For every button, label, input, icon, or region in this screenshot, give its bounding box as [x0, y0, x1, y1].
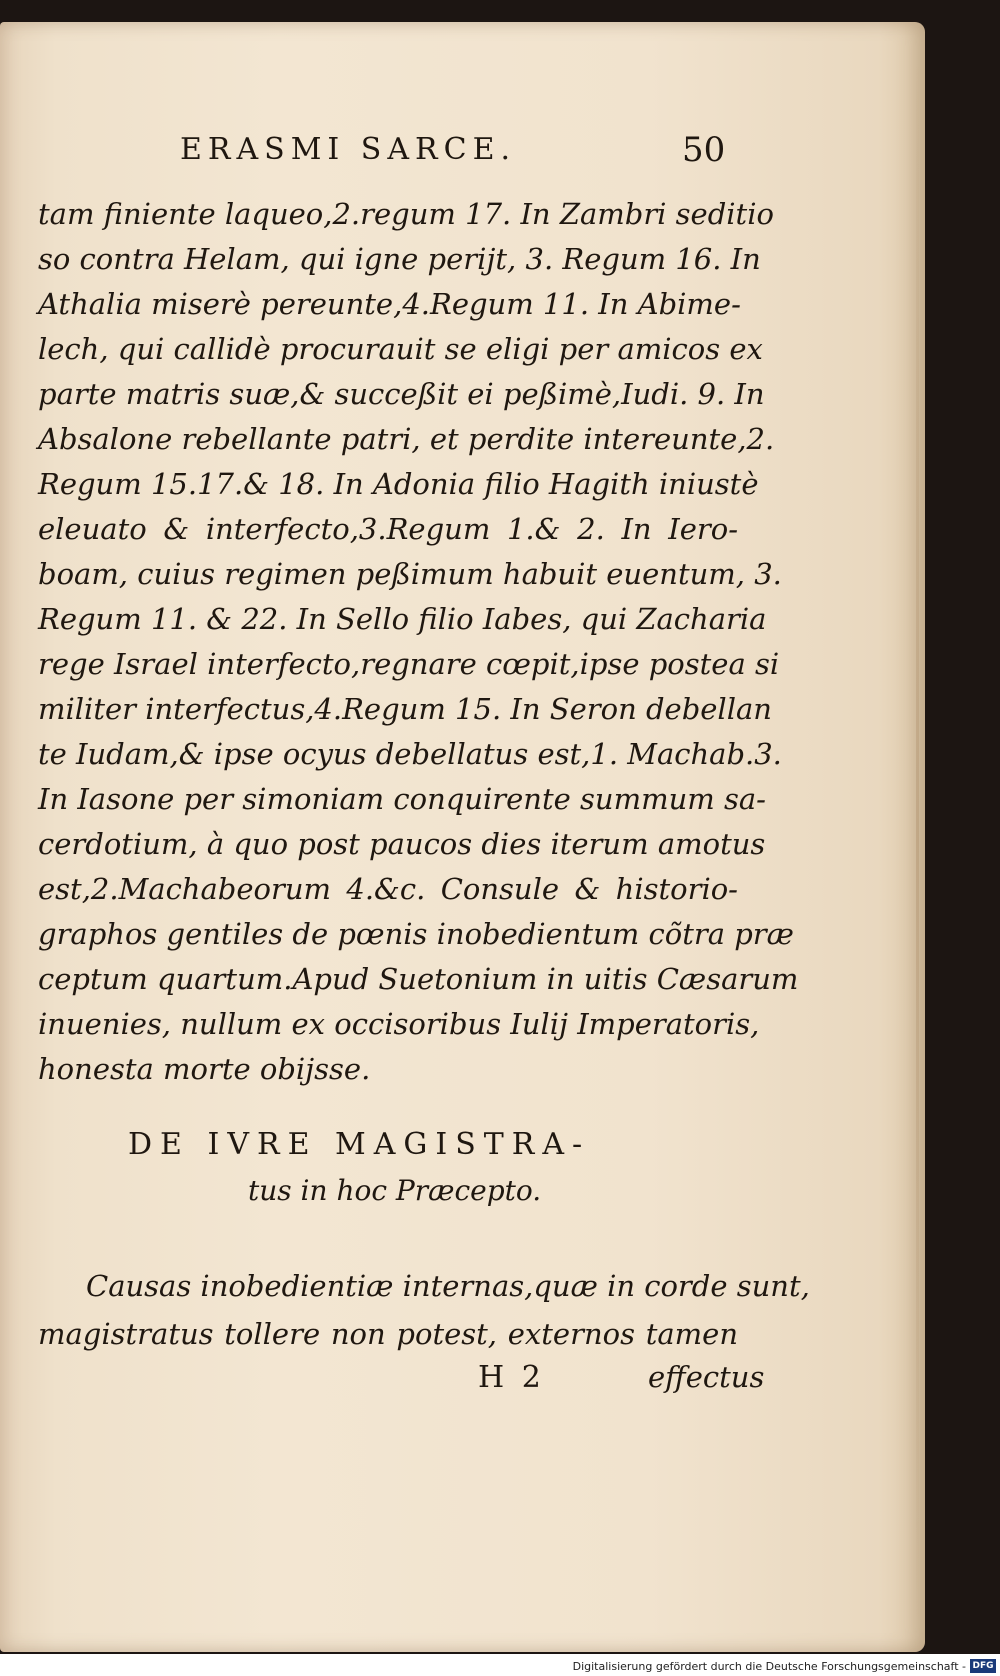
running-head: ERASMI SARCE. — [180, 132, 517, 167]
catchword: effectus — [648, 1360, 765, 1394]
text-line: eleuato & interfecto,3.Regum 1.& 2. In Iero- — [38, 512, 738, 546]
text-line: Causas inobedientiæ internas,quæ in corde sunt, — [86, 1269, 810, 1303]
page-edge — [916, 62, 919, 1622]
text-line: In Iasone per simoniam conquirente summum sa- — [38, 782, 766, 816]
signature-mark: H 2 — [478, 1360, 545, 1395]
text-line: tam finiente laqueo,2.regum 17. In Zambri seditio — [38, 197, 774, 231]
text-line: Regum 11. & 22. In Sello filio Iabes, qui Zacharia — [38, 602, 767, 636]
text-line: militer interfectus,4.Regum 15. In Seron debellan — [38, 692, 772, 726]
text-line: rege Israel interfecto,regnare cœpit,ipse postea si — [38, 647, 780, 681]
text-line: cerdotium, à quo post paucos dies iterum amotus — [38, 827, 766, 861]
body-paragraph — [38, 192, 799, 1092]
text-line: Absalone rebellante patri, et perdite intereunte,2. — [38, 422, 775, 456]
book-page — [0, 22, 925, 1652]
text-line: graphos gentiles de pœnis inobedientum cõtra præ — [38, 917, 794, 951]
section-heading: DE IVRE MAGISTRA- — [128, 1127, 591, 1162]
text-line: magistratus tollere non potest, externos tamen — [38, 1317, 738, 1351]
funding-credit: Digitalisierung gefördert durch die Deutsche Forschungsgemeinschaft - — [572, 1660, 966, 1673]
text-line: so contra Helam, qui igne perijt, 3. Regum 16. In — [38, 242, 761, 276]
second-paragraph — [38, 1262, 810, 1358]
text-line: honesta morte obijsse. — [38, 1052, 371, 1086]
section-subheading: tus in hoc Præcepto. — [248, 1174, 542, 1207]
text-line: parte matris suæ,& succeßit ei peßimè,Iudi. 9. In — [38, 377, 765, 411]
text-line: Regum 15.17.& 18. In Adonia filio Hagith iniustè — [38, 467, 759, 501]
text-line: Athalia miserè pereunte,4.Regum 11. In Abime- — [38, 287, 741, 321]
text-line: te Iudam,& ipse ocyus debellatus est,1. Machab.3. — [38, 737, 782, 771]
text-line: boam, cuius regimen peßimum habuit euentum, 3. — [38, 557, 782, 591]
text-line: est,2.Machabeorum 4.&c. Consule & historio- — [38, 872, 738, 906]
dfg-logo: DFG — [970, 1659, 996, 1673]
text-line: ceptum quartum.Apud Suetonium in uitis Cæsarum — [38, 962, 799, 996]
page-number: 50 — [682, 130, 726, 170]
digitization-footer — [0, 1654, 1000, 1676]
text-line: lech, qui callidè procurauit se eligi per amicos ex — [38, 332, 763, 366]
text-line: inuenies, nullum ex occisoribus Iulij Imperatoris, — [38, 1007, 760, 1041]
